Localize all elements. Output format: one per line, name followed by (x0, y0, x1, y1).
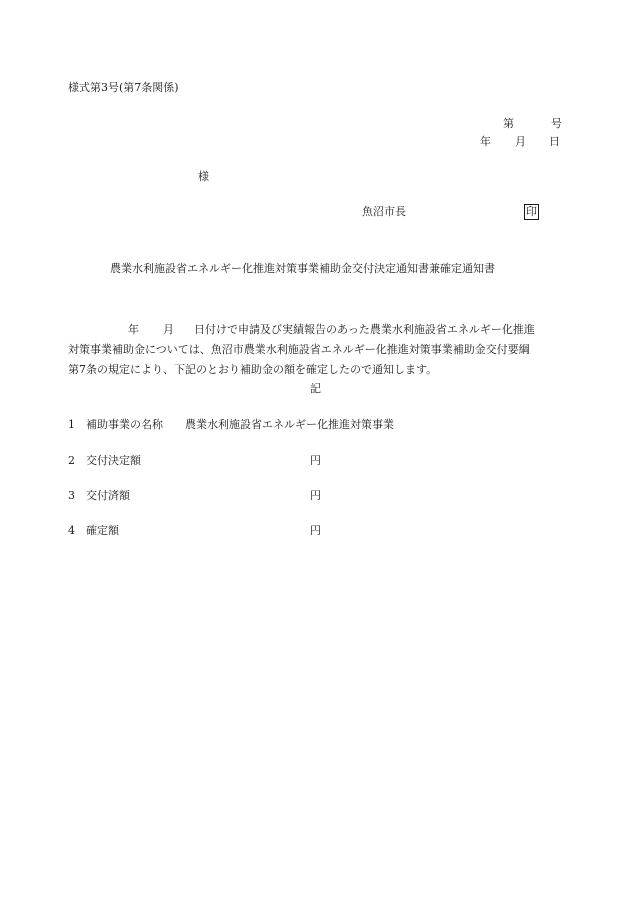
seal-mark (524, 204, 539, 220)
date-day: 日 (549, 135, 560, 148)
number-prefix: 第 (503, 117, 514, 130)
item-2 (68, 455, 141, 466)
item-3-label: 交付済額 (86, 489, 130, 502)
item-2-label: 交付決定額 (86, 454, 141, 467)
item-1-value: 農業水利施設省エネルギー化推進対策事業 (185, 418, 394, 431)
body-paragraph (68, 320, 562, 380)
item-4-unit: 円 (310, 524, 321, 537)
number-suffix: 号 (551, 117, 562, 130)
body-line-1 (68, 320, 562, 340)
item-2-unit: 円 (310, 454, 321, 467)
date-month: 月 (515, 135, 526, 148)
date-year: 年 (480, 135, 491, 148)
item-4-number: 4 (68, 524, 75, 537)
item-2-number: 2 (68, 454, 75, 467)
item-4-label: 確定額 (86, 524, 119, 537)
ki-heading: 記 (310, 382, 321, 395)
body-year: 年 (128, 323, 139, 336)
body-line-2: 対策事業補助金については、魚沼市農業水利施設省エネルギー化推進対策事業補助金交付要綱 (68, 343, 530, 356)
seal-text: 印 (526, 205, 537, 218)
item-3-unit: 円 (310, 489, 321, 502)
item-3 (68, 490, 130, 501)
issuer-name: 魚沼市長 (362, 205, 406, 218)
body-month: 月 (163, 323, 174, 336)
form-number: 様式第3号(第7条関係) (68, 81, 179, 94)
body-line-1-text: 日付けで申請及び実績報告のあった農業水利施設省エネルギー化推進 (194, 323, 535, 336)
item-1-label: 補助事業の名称 (86, 418, 163, 431)
item-3-number: 3 (68, 489, 75, 502)
document-title: 農業水利施設省エネルギー化推進対策事業補助金交付決定通知書兼確定通知書 (110, 262, 495, 275)
body-line-3: 第7条の規定により、下記のとおり補助金の額を確定したので通知します。 (68, 363, 438, 376)
item-1 (68, 419, 394, 430)
item-1-number: 1 (68, 418, 75, 431)
item-4 (68, 525, 119, 536)
addressee-suffix: 様 (198, 170, 209, 183)
